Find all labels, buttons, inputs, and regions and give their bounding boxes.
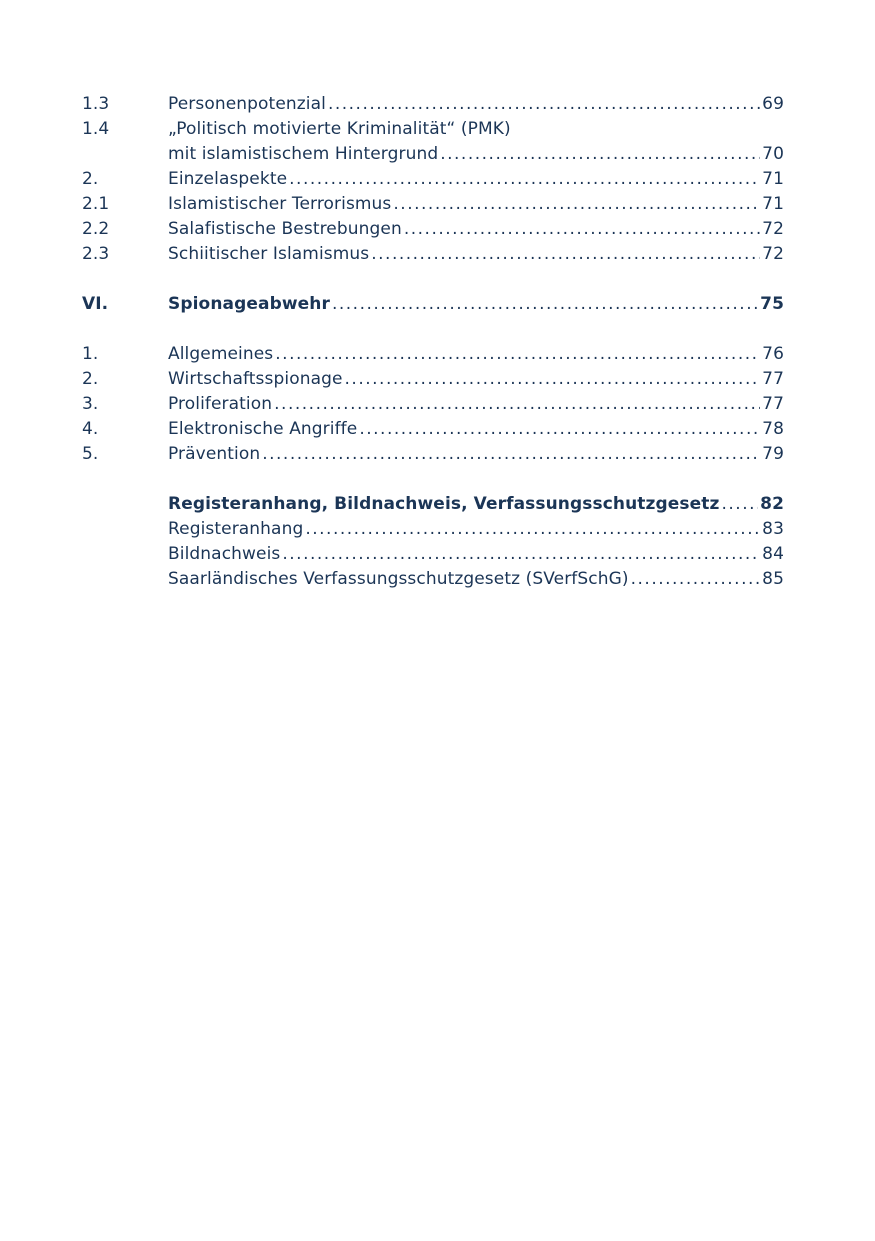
leader-dots <box>289 167 760 192</box>
toc-entry-page: 77 <box>762 369 784 389</box>
toc-chapter-page: 82 <box>760 494 784 514</box>
leader-dots <box>393 192 760 217</box>
toc-entry-title: „Politisch motivierte Kriminalität“ (PMK) <box>168 119 511 139</box>
toc-entry-title: Prävention <box>168 444 261 464</box>
leader-dots <box>275 342 760 367</box>
toc-entry-vi-1[interactable] <box>82 342 784 367</box>
leader-dots <box>328 92 760 117</box>
toc-chapter-vi[interactable] <box>82 292 784 317</box>
toc-entry-registeranhang[interactable] <box>82 517 784 542</box>
toc-entry-page: 79 <box>762 444 784 464</box>
toc-chapter-title: Spionageabwehr <box>168 294 330 314</box>
toc-entry-page: 83 <box>762 519 784 539</box>
toc-entry-number: 4. <box>82 419 99 439</box>
toc-entry-title: Bildnachweis <box>168 544 281 564</box>
toc-entry-page: 77 <box>762 394 784 414</box>
leader-dots <box>359 417 760 442</box>
toc-entry-number: 2. <box>82 369 99 389</box>
leader-dots <box>274 392 760 417</box>
spacer <box>82 267 784 292</box>
spacer <box>82 467 784 492</box>
toc-entry-1-4[interactable] <box>82 117 784 142</box>
toc-entry-2-1[interactable] <box>82 192 784 217</box>
leader-dots <box>332 292 758 317</box>
toc-entry-vi-5[interactable] <box>82 442 784 467</box>
toc-entry-page: 71 <box>762 194 784 214</box>
toc-entry-title: Saarländisches Verfassungsschutzgesetz (SVerfSchG) <box>168 569 629 589</box>
toc-entry-page: 72 <box>762 219 784 239</box>
toc-entry-page: 72 <box>762 244 784 264</box>
toc-entry-1-4-continued[interactable] <box>82 142 784 167</box>
toc-entry-number: 2.1 <box>82 194 110 214</box>
toc-entry-page: 84 <box>762 544 784 564</box>
toc-entry-vi-3[interactable] <box>82 392 784 417</box>
toc-chapter-number: VI. <box>82 294 109 314</box>
toc-entry-title: Proliferation <box>168 394 273 414</box>
toc-entry-2-3[interactable] <box>82 242 784 267</box>
toc-entry-page: 71 <box>762 169 784 189</box>
leader-dots <box>282 542 760 567</box>
toc-entry-title: Schiitischer Islamismus <box>168 244 370 264</box>
toc-entry-vi-2[interactable] <box>82 367 784 392</box>
leader-dots <box>262 442 760 467</box>
leader-dots <box>305 517 760 542</box>
toc-entry-page: 78 <box>762 419 784 439</box>
toc-entry-2-2[interactable] <box>82 217 784 242</box>
toc-entry-1-3[interactable] <box>82 92 784 117</box>
toc-entry-2[interactable] <box>82 167 784 192</box>
toc-chapter-page: 75 <box>760 294 784 314</box>
toc-entry-sverfschg[interactable] <box>82 567 784 592</box>
leader-dots <box>404 217 760 242</box>
toc-entry-number: 2. <box>82 169 99 189</box>
toc-entry-number: 2.3 <box>82 244 110 264</box>
spacer <box>82 317 784 342</box>
toc-entry-title: Personenpotenzial <box>168 94 326 114</box>
toc-entry-title: Islamistischer Terrorismus <box>168 194 392 214</box>
toc-entry-title: mit islamistischem Hintergrund <box>168 144 439 164</box>
leader-dots <box>440 142 760 167</box>
toc-entry-title: Elektronische Angriffe <box>168 419 358 439</box>
toc-entry-number: 1.4 <box>82 119 110 139</box>
toc-entry-page: 76 <box>762 344 784 364</box>
toc-appendix-heading[interactable] <box>82 492 784 517</box>
toc-entry-title: Einzelaspekte <box>168 169 288 189</box>
toc-entry-bildnachweis[interactable] <box>82 542 784 567</box>
leader-dots <box>345 367 761 392</box>
toc-entry-number: 2.2 <box>82 219 110 239</box>
toc-entry-number: 5. <box>82 444 99 464</box>
toc-entry-vi-4[interactable] <box>82 417 784 442</box>
leader-dots <box>722 492 759 517</box>
leader-dots <box>631 567 761 592</box>
toc-entry-title: Allgemeines <box>168 344 274 364</box>
toc-chapter-title: Registeranhang, Bildnachweis, Verfassungsschutzgesetz <box>168 494 720 514</box>
toc-entry-page: 85 <box>762 569 784 589</box>
toc-entry-page: 69 <box>762 94 784 114</box>
leader-dots <box>371 242 760 267</box>
toc-entry-title: Registeranhang <box>168 519 304 539</box>
toc-entry-number: 3. <box>82 394 99 414</box>
toc-entry-title: Salafistische Bestrebungen <box>168 219 402 239</box>
toc-entry-number: 1. <box>82 344 99 364</box>
toc-entry-title: Wirtschaftsspionage <box>168 369 343 389</box>
table-of-contents <box>82 92 784 592</box>
toc-entry-page: 70 <box>762 144 784 164</box>
toc-entry-number: 1.3 <box>82 94 110 114</box>
